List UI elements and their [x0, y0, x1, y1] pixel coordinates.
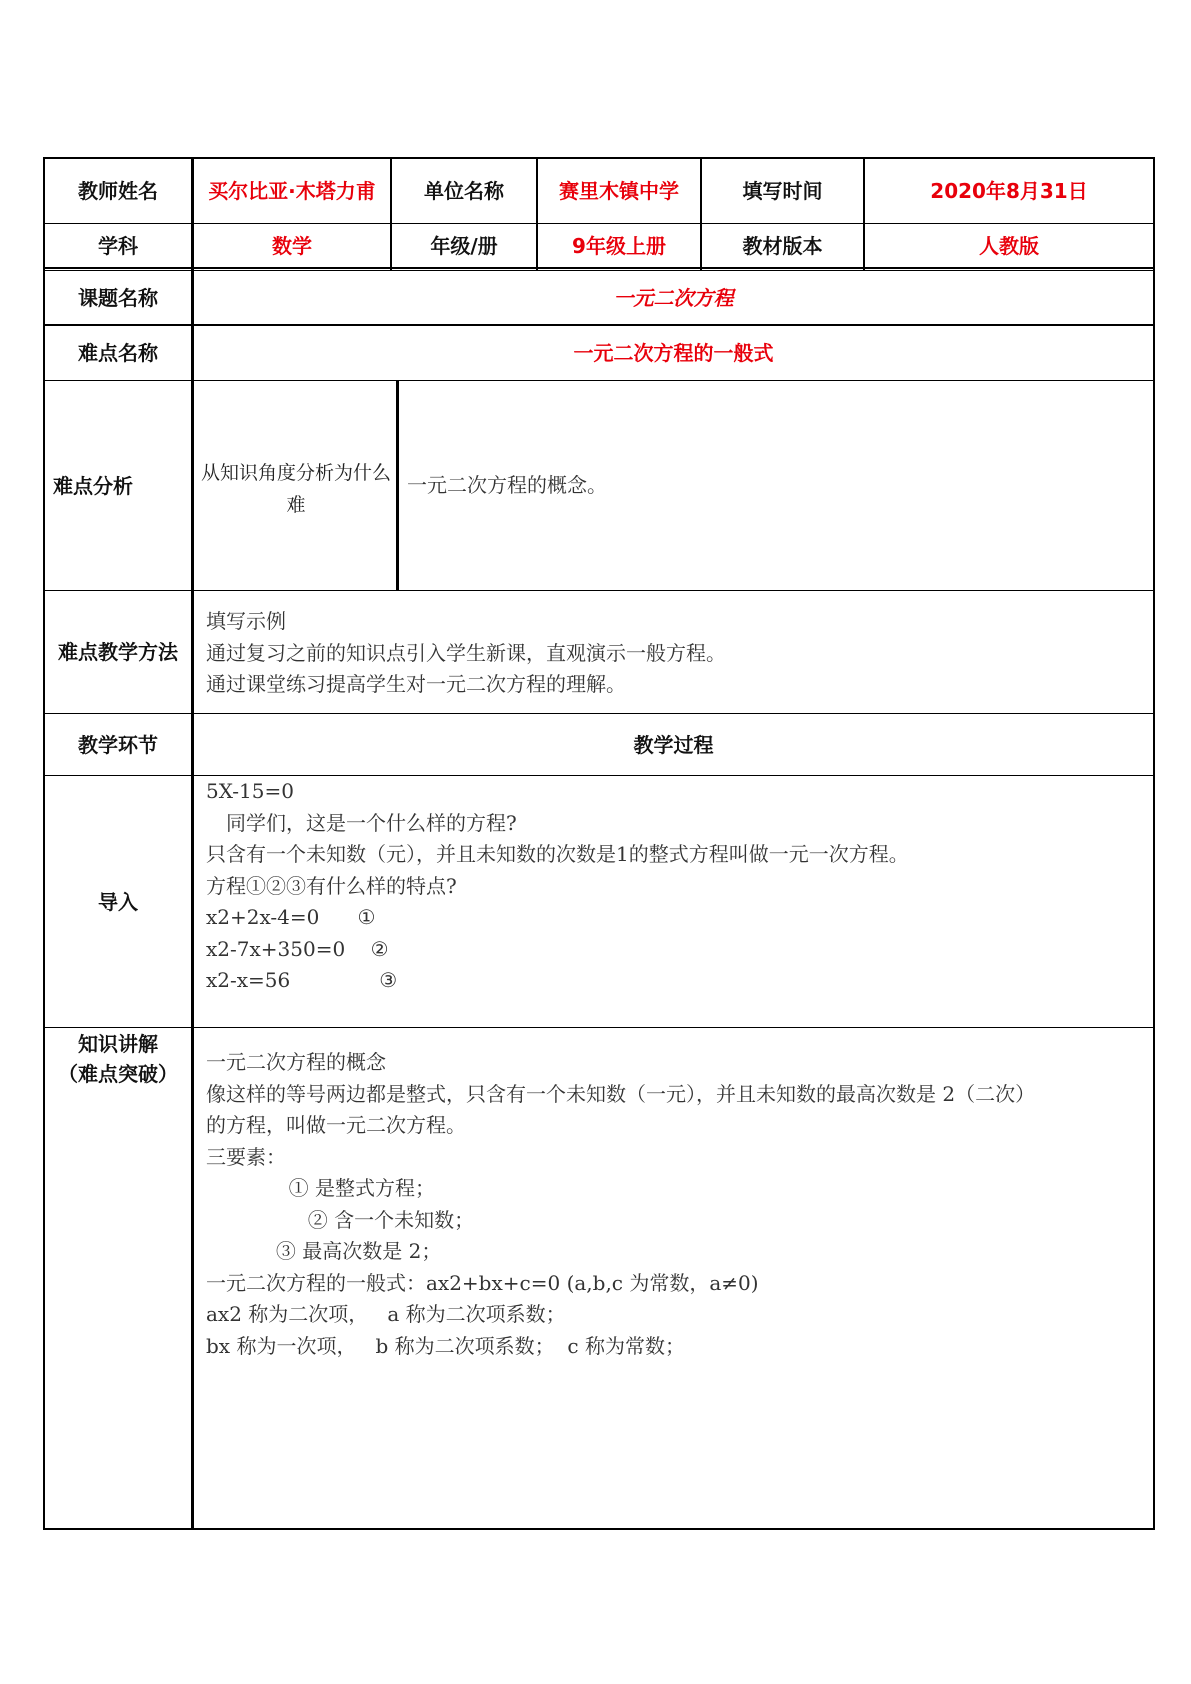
intro-label: 导入: [98, 889, 138, 914]
knowledge-line: 像这样的等号两边都是整式，只含有一个未知数（一元），并且未知数的最高次数是 2（二次）: [206, 1081, 1036, 1106]
knowledge-line: 三要素：: [206, 1144, 286, 1169]
intro-line: 同学们，这是一个什么样的方程?: [206, 810, 517, 835]
intro-line: 方程①②③有什么样的特点?: [206, 873, 457, 898]
intro-line: x2+2x-4=0 ①: [206, 905, 376, 929]
difficulty-value: 一元二次方程的一般式: [573, 341, 774, 365]
stage-header: 教学环节: [78, 732, 158, 757]
knowledge-content: [206, 1047, 1151, 1362]
knowledge-line: ① 是整式方程；: [206, 1176, 436, 1200]
analysis-content: 一元二次方程的概念。: [407, 473, 607, 497]
knowledge-line: ② 含一个未知数；: [206, 1207, 475, 1232]
knowledge-label-line1: 知识讲解: [78, 1032, 158, 1056]
method-content: [206, 606, 1146, 701]
fill-time-label: 填写时间: [742, 179, 823, 203]
textbook-label: 教材版本: [742, 233, 823, 258]
intro-content: [206, 776, 1146, 997]
textbook-value: 人教版: [979, 233, 1039, 258]
knowledge-line: ax2 称为二次项， a 称为二次项系数；: [206, 1302, 566, 1326]
method-line: 填写示例: [206, 609, 286, 633]
knowledge-line: 一元二次方程的概念: [206, 1050, 386, 1074]
teacher-name-label: 教师姓名: [78, 179, 158, 203]
intro-line: x2-7x+350=0 ②: [206, 936, 389, 961]
row-divider: [43, 590, 1155, 591]
table-border-bottom: [43, 1528, 1155, 1530]
row-divider: [43, 380, 1155, 381]
method-line: 通过课堂练习提高学生对一元二次方程的理解。: [206, 672, 626, 696]
unit-name-label: 单位名称: [424, 179, 504, 203]
teacher-name-value: 买尔比亚·木塔力甫: [208, 179, 376, 203]
unit-name-value: 赛里木镇中学: [559, 179, 679, 203]
knowledge-label-line2: （难点突破）: [58, 1062, 178, 1086]
knowledge-line: 的方程，叫做一元二次方程。: [206, 1113, 466, 1137]
topic-label: 课题名称: [78, 285, 158, 310]
intro-line: 只含有一个未知数（元），并且未知数的次数是1的整式方程叫做一元一次方程。: [206, 842, 909, 866]
intro-line: x2-x=56 ③: [206, 968, 398, 992]
subject-value: 数学: [272, 233, 312, 258]
fill-time-value: 2020年8月31日: [930, 179, 1088, 203]
knowledge-line: bx 称为一次项， b 称为二次项系数； c 称为常数；: [206, 1333, 685, 1358]
intro-line: 5X-15=0: [206, 779, 294, 803]
table-border-right: [1153, 157, 1155, 1530]
row-divider: [43, 1027, 1155, 1028]
analysis-label: 难点分析: [53, 473, 133, 498]
column-divider: [396, 381, 399, 590]
grade-value: 9年级上册: [572, 233, 666, 258]
knowledge-line: ③ 最高次数是 2；: [206, 1239, 442, 1263]
process-header: 教学过程: [633, 732, 714, 757]
knowledge-line: 一元二次方程的一般式：ax2+bx+c=0 (a,b,c 为常数，a≠0): [206, 1270, 759, 1295]
grade-label: 年级/册: [430, 233, 498, 258]
row-divider: [43, 267, 1155, 269]
subject-label: 学科: [98, 233, 138, 258]
knowledge-label: [45, 1029, 191, 1089]
difficulty-label: 难点名称: [78, 341, 158, 365]
topic-value: 一元二次方程: [613, 285, 734, 310]
method-line: 通过复习之前的知识点引入学生新课，直观演示一般方程。: [206, 640, 726, 665]
analysis-sublabel: 从知识角度分析为什么难: [201, 462, 392, 516]
lesson-plan-table: [43, 157, 1155, 1530]
method-label: 难点教学方法: [58, 640, 178, 664]
